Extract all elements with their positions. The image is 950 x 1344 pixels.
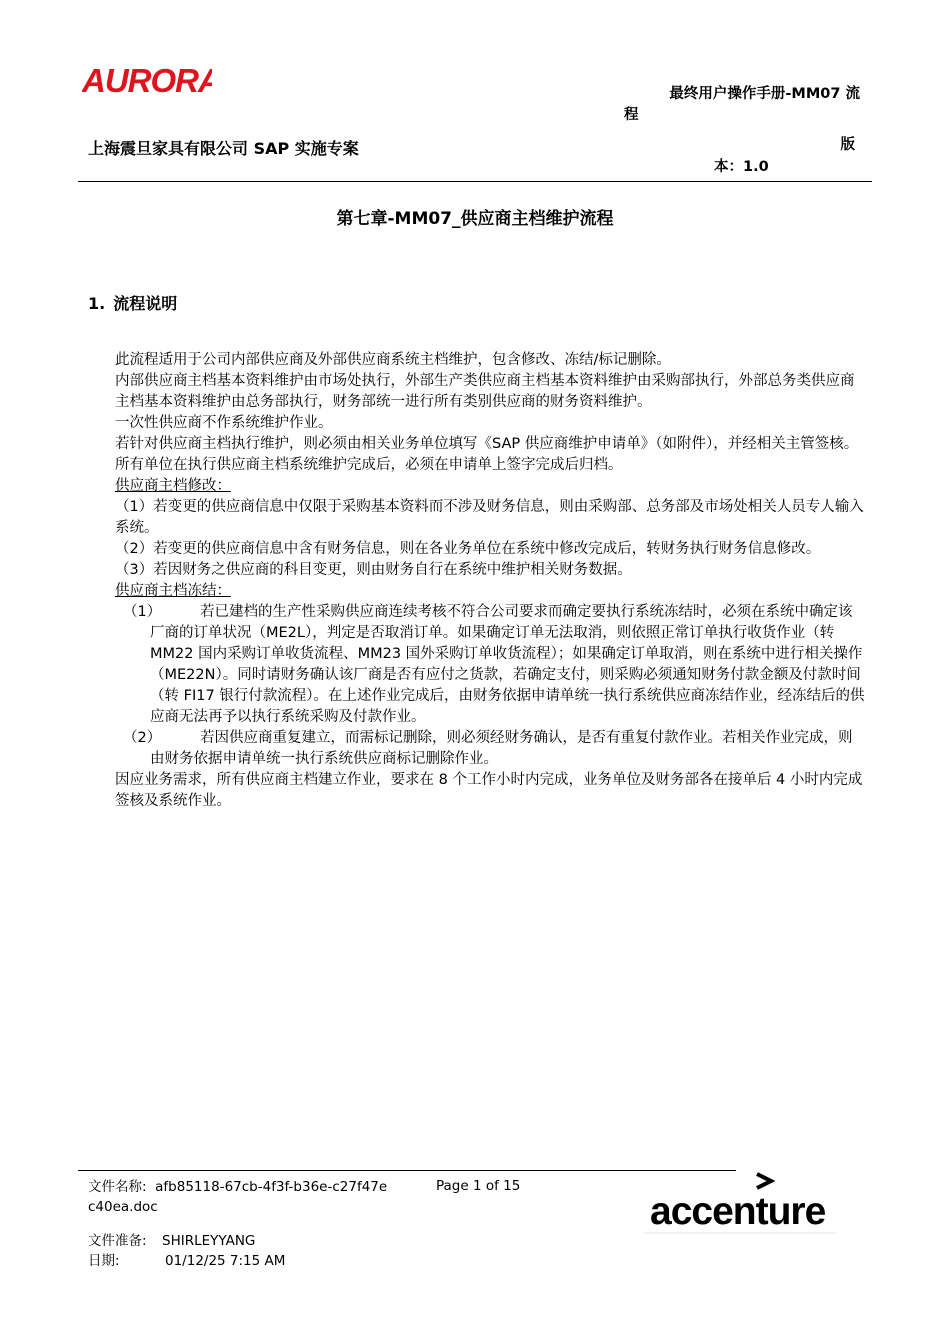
footer-filename: 文件名称: afb85118-67cb-4f3f-b36e-c27f47ec40ea.doc [88,1179,388,1215]
modify-heading: 供应商主档修改： [115,478,231,494]
section-title: 流程说明 [113,294,178,313]
footer-prepared-by: 文件准备: SHIRLEYYANG [88,1233,256,1249]
freeze-item: （2） 若因供应商重复建立，而需标记删除，则必须经财务确认，是否有重复付款作业。若相关作业完成，则由财务依据申请单统一执行系统供应商标记删除作业。 [123,730,853,767]
accenture-chevron-icon [757,1174,771,1188]
header-divider [78,181,872,182]
company-project-name: 上海震旦家具有限公司 SAP 实施专案 [88,139,359,158]
accenture-logo [640,1168,840,1236]
paragraph: 内部供应商主档基本资料维护由市场处执行，外部生产类供应商主档基本资料维护由采购部执行，外部总务类供应商主档基本资料维护由总务部执行，财务部统一进行所有类别供应商的财务资料维护。 [115,373,855,410]
modify-item: （3）若因财务之供应商的科目变更，则由财务自行在系统中维护相关财务数据。 [115,562,632,578]
freeze-heading: 供应商主档冻结： [115,583,231,599]
section-heading [88,291,177,314]
svg-text:AURORA: AURORA [82,62,212,98]
paragraph: 因应业务需求，所有供应商主档建立作业，要求在 8 个工作小时内完成，业务单位及财务部各在接单后 4 小时内完成签核及系统作业。 [115,772,863,809]
svg-text:accenture: accenture [650,1190,826,1233]
aurora-logo [82,62,212,98]
section-number: 1. [88,294,106,313]
paragraph: 此流程适用于公司内部供应商及外部供应商系统主档维护，包含修改、冻结/标记删除。 [115,352,671,368]
document-title: 最终用户操作手册-MM07 流 程 [624,86,860,123]
page-number: Page 1 of 15 [436,1178,521,1194]
modify-item: （2）若变更的供应商信息中含有财务信息，则在各业务单位在系统中修改完成后，转财务执行财务信息修改。 [115,541,821,557]
modify-item: （1）若变更的供应商信息中仅限于采购基本资料而不涉及财务信息，则由采购部、总务部及市场处相关人员专人输入系统。 [115,499,864,536]
version-info: 版 本：1.0 [714,137,855,175]
footer-divider [78,1170,736,1171]
paragraph: 若针对供应商主档执行维护，则必须由相关业务单位填写《SAP 供应商维护申请单》（如附件），并经相关主管签核。所有单位在执行供应商主档系统维护完成后，必须在申请单上签字完成后归档。 [115,436,859,473]
paragraph: 一次性供应商不作系统维护作业。 [115,415,333,431]
chapter-title: 第七章-MM07_供应商主档维护流程 [336,209,614,229]
freeze-item: （1） 若已建档的生产性采购供应商连续考核不符合公司要求而确定要执行系统冻结时，必须在系统中确定该厂商的订单状况（ME2L），判定是否取消订单。如果确定订单无法取消，则依照正常订单执行收货作业（转 MM22 国内采购订单收货流程、MM23 国外采购订单收货流程）；如果确定订单取消，则在系统中进行相关操作（ME22N）。同时请财务确认该厂商是否有应付之货款，若确定支付，则采购必须通知财务付款金额及付款时间（转 FI17 银行付款流程）。在上述作业完成后，由财务依据申请单统一执行系统供应商冻结作业，经冻结后的供应商无法再予以执行系统采购及付款作业。 [123,604,865,725]
body-content [115,350,865,812]
footer-date: 日期: 01/12/25 7:15 AM [88,1253,286,1269]
